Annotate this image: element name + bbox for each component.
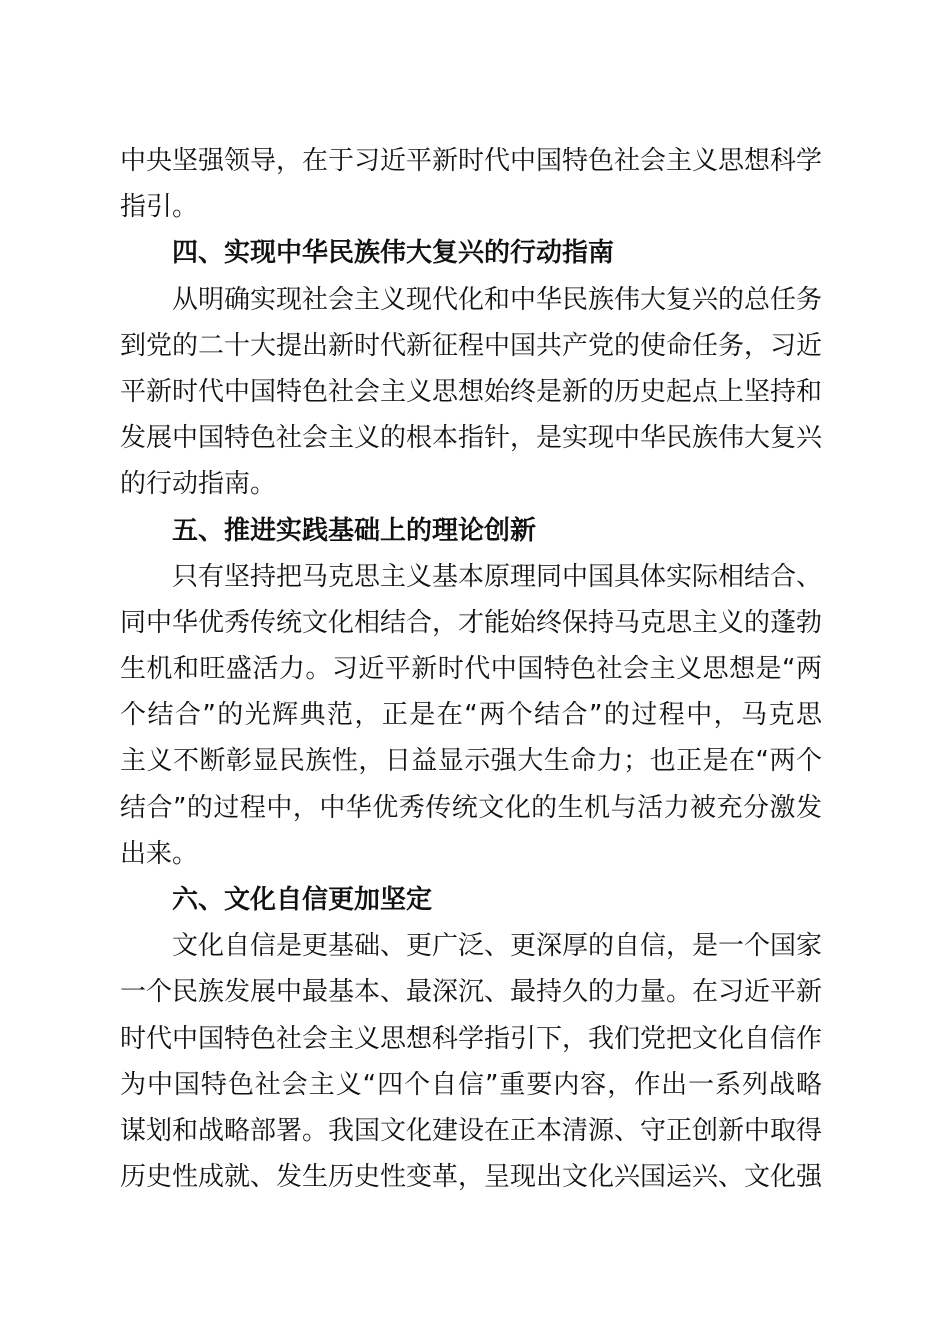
paragraph-line: 结合”的过程中，中华优秀传统文化的生机与活力被充分激发: [120, 792, 822, 823]
paragraph-line: 到党的二十大提出新时代新征程中国共产党的使命任务，习近: [120, 330, 822, 361]
paragraph-line: 平新时代中国特色社会主义思想始终是新的历史起点上坚持和: [120, 376, 822, 407]
paragraph-line: 发展中国特色社会主义的根本指针，是实现中华民族伟大复兴: [120, 423, 822, 454]
paragraph-line: 从明确实现社会主义现代化和中华民族伟大复兴的总任务: [172, 284, 822, 315]
section-heading-five: 五、推进实践基础上的理论创新: [172, 515, 537, 546]
paragraph-line: 谋划和战略部署。我国文化建设在正本清源、守正创新中取得: [120, 1115, 822, 1146]
paragraph-continued: [120, 138, 822, 230]
paragraph-four: [120, 277, 822, 508]
paragraph-line: 历史性成就、发生历史性变革，呈现出文化兴国运兴、文化强: [120, 1162, 822, 1193]
paragraph-line: 时代中国特色社会主义思想科学指引下，我们党把文化自信作: [120, 1023, 822, 1054]
paragraph-line: 中央坚强领导，在于习近平新时代中国特色社会主义思想科学: [120, 146, 822, 176]
paragraph-line: 个结合”的光辉典范，正是在“两个结合”的过程中，马克思: [120, 700, 822, 731]
document-page: [120, 138, 822, 1200]
paragraph-line: 只有坚持把马克思主义基本原理同中国具体实际相结合、: [172, 561, 822, 592]
section-heading-four: 四、实现中华民族伟大复兴的行动指南: [172, 238, 615, 269]
paragraph-line: 指引。: [120, 192, 199, 223]
paragraph-line: 出来。: [120, 838, 199, 869]
paragraph-line: 主义不断彰显民族性，日益显示强大生命力；也正是在“两个: [120, 746, 822, 777]
paragraph-line: 文化自信是更基础、更广泛、更深厚的自信，是一个国家: [172, 931, 822, 962]
paragraph-five: [120, 554, 822, 877]
paragraph-line: 同中华优秀传统文化相结合，才能始终保持马克思主义的蓬勃: [120, 607, 822, 638]
paragraph-six: [120, 923, 822, 1200]
paragraph-line: 一个民族发展中最基本、最深沉、最持久的力量。在习近平新: [120, 977, 822, 1008]
paragraph-line: 为中国特色社会主义“四个自信”重要内容，作出一系列战略: [120, 1069, 822, 1100]
section-heading-six: 六、文化自信更加坚定: [172, 885, 433, 915]
paragraph-line: 生机和旺盛活力。习近平新时代中国特色社会主义思想是“两: [120, 654, 822, 685]
paragraph-line: 的行动指南。: [120, 469, 277, 500]
